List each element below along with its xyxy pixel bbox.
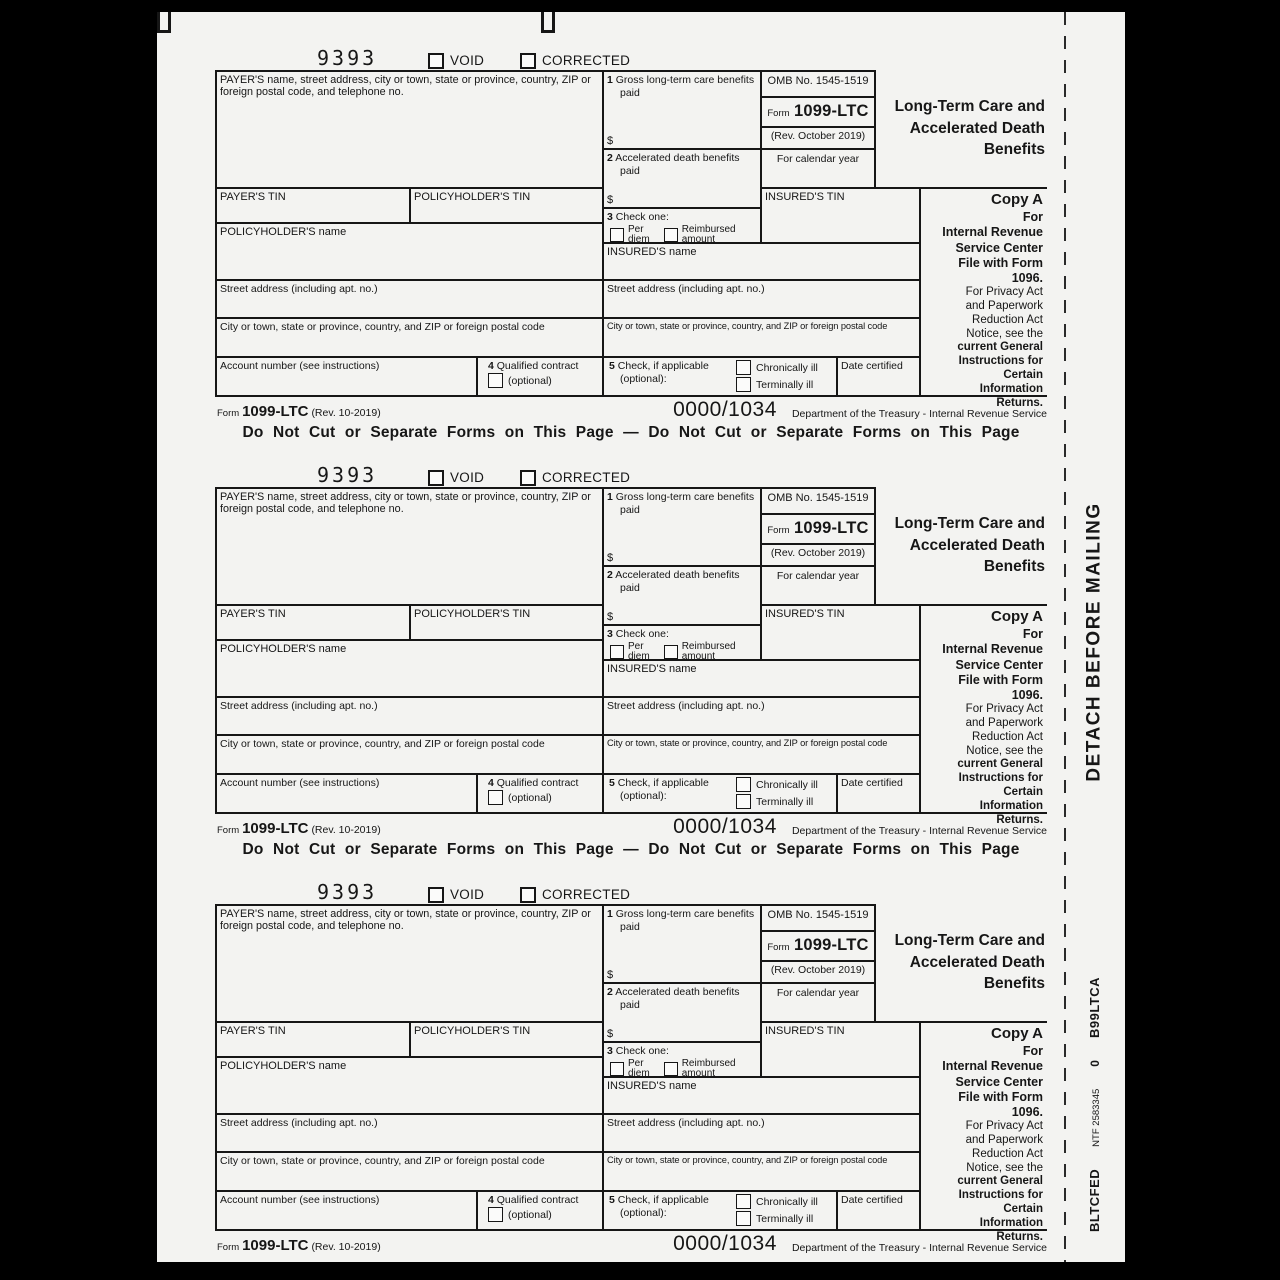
page-code: 0000/1034 bbox=[673, 398, 777, 421]
gross-benefits-field[interactable] bbox=[602, 487, 762, 567]
per-diem-label: Per diem bbox=[628, 1057, 650, 1079]
reimbursed-amount-label: Reimbursed amount bbox=[681, 223, 736, 245]
corrected-label: CORRECTED bbox=[542, 53, 631, 68]
dollar-sign: $ bbox=[607, 135, 614, 147]
policyholder-street-field[interactable] bbox=[215, 1113, 604, 1153]
form-number: 1099-LTC bbox=[793, 936, 869, 954]
insured-name-label: INSURED'S name bbox=[607, 1080, 697, 1092]
terminally-ill-checkbox[interactable] bbox=[736, 377, 751, 392]
form-title: Long-Term Care and Accelerated Death Benefits bbox=[894, 98, 1045, 159]
do-not-cut-notice: Do Not Cut or Separate Forms on This Page — Do Not Cut or Separate Forms on This Page bbox=[242, 841, 1020, 858]
detach-before-mailing-label: DETACH BEFORE MAILING bbox=[1084, 502, 1106, 782]
calendar-year-label: For calendar year bbox=[776, 570, 860, 582]
form-id-footer: Form 1099-LTC (Rev. 10-2019) bbox=[217, 820, 381, 837]
copy-a-label: Copy A bbox=[991, 608, 1043, 625]
date-certified-label: Date certified bbox=[841, 360, 903, 372]
city-label: City or town, state or province, country, and ZIP or foreign postal code bbox=[220, 738, 545, 750]
do-not-cut-notice: Do Not Cut or Separate Forms on This Page — Do Not Cut or Separate Forms on This Page bbox=[242, 424, 1020, 441]
payer-name-label: PAYER'S name, street address, city or town, state or province, country, ZIP or foreign postal code, and telephone no. bbox=[220, 74, 591, 99]
date-certified-label: Date certified bbox=[841, 1194, 903, 1206]
omb-number-label: OMB No. 1545-1519 bbox=[760, 904, 876, 932]
check-if-applicable-label: 5 Check, if applicable bbox=[609, 360, 709, 372]
form-grid bbox=[215, 487, 1047, 826]
qualified-contract-checkbox[interactable] bbox=[488, 1207, 503, 1222]
omb-number-label: OMB No. 1545-1519 bbox=[760, 487, 876, 515]
check-if-applicable-box bbox=[602, 773, 838, 814]
date-certified-label: Date certified bbox=[841, 777, 903, 789]
chronically-ill-label: Chronically ill bbox=[756, 361, 818, 374]
account-number-field[interactable] bbox=[215, 773, 478, 814]
check-if-applicable-optional-label: (optional): bbox=[620, 1207, 667, 1219]
per-diem-label: Per diem bbox=[628, 223, 650, 245]
check-one-box bbox=[602, 624, 762, 661]
void-label: VOID bbox=[450, 53, 485, 68]
terminally-ill-checkbox[interactable] bbox=[736, 794, 751, 809]
copy-a-label: Copy A bbox=[991, 1025, 1043, 1042]
check-one-label: 3 Check one: bbox=[607, 211, 669, 223]
payer-tin-label: PAYER'S TIN bbox=[220, 1025, 286, 1037]
policyholder-tin-field[interactable] bbox=[409, 187, 604, 224]
terminally-ill-label: Terminally ill bbox=[756, 795, 814, 808]
payer-tin-field[interactable] bbox=[215, 604, 411, 641]
form-sheet-page bbox=[157, 12, 1125, 1262]
check-one-box bbox=[602, 1041, 762, 1078]
per-diem-checkbox[interactable] bbox=[610, 645, 624, 659]
registration-mark-left bbox=[157, 12, 171, 33]
registration-mark-center bbox=[541, 12, 555, 33]
insured-city-field[interactable] bbox=[602, 1151, 921, 1192]
street-label: Street address (including apt. no.) bbox=[607, 700, 765, 712]
policyholder-name-field[interactable] bbox=[215, 222, 604, 281]
qualified-contract-label: 4 Qualified contract bbox=[488, 1194, 579, 1206]
qualified-contract-box bbox=[476, 356, 604, 397]
accelerated-death-benefits-field[interactable] bbox=[602, 148, 762, 209]
file-with-1096-label: File with Form 1096. bbox=[958, 1089, 1043, 1119]
payer-name-label: PAYER'S name, street address, city or town, state or province, country, ZIP or foreign postal code, and telephone no. bbox=[220, 908, 591, 933]
terminally-ill-label: Terminally ill bbox=[756, 1212, 814, 1225]
policyholder-tin-field[interactable] bbox=[409, 604, 604, 641]
reimbursed-amount-label: Reimbursed amount bbox=[681, 1057, 736, 1079]
city-label: City or town, state or province, country, and ZIP or foreign postal code bbox=[607, 321, 888, 331]
qualified-contract-checkbox[interactable] bbox=[488, 790, 503, 805]
void-checkbox[interactable] bbox=[428, 470, 444, 486]
calendar-year-label: For calendar year bbox=[776, 153, 860, 165]
side-codes-strip bbox=[1065, 972, 1125, 1237]
calendar-year-label: For calendar year bbox=[776, 987, 860, 999]
date-certified-field[interactable] bbox=[836, 356, 921, 397]
per-diem-checkbox[interactable] bbox=[610, 228, 624, 242]
check-one-label: 3 Check one: bbox=[607, 628, 669, 640]
account-number-field[interactable] bbox=[215, 356, 478, 397]
check-if-applicable-optional-label: (optional): bbox=[620, 373, 667, 385]
qualified-contract-box bbox=[476, 773, 604, 814]
copy-a-panel: Copy A For Internal Revenue Service Center File with Form 1096. For Privacy Act and Paperwork Reduction Act Notice, see the current General Instructions for Certain Information Returns. bbox=[919, 604, 1047, 814]
check-if-applicable-label: 5 Check, if applicable bbox=[609, 1194, 709, 1206]
form-footer bbox=[215, 1234, 1047, 1256]
gross-benefits-field[interactable] bbox=[602, 70, 762, 150]
corrected-label: CORRECTED bbox=[542, 470, 631, 485]
reimbursed-amount-label: Reimbursed amount bbox=[681, 640, 736, 662]
detach-strip bbox=[1065, 492, 1125, 792]
date-certified-field[interactable] bbox=[836, 773, 921, 814]
revision-label: (Rev. October 2019) bbox=[760, 543, 876, 567]
qualified-contract-optional-label: (optional) bbox=[508, 1208, 552, 1221]
product-code: B99LTCA bbox=[1087, 976, 1103, 1039]
dollar-sign: $ bbox=[607, 1028, 614, 1040]
payer-name-field[interactable] bbox=[215, 70, 604, 189]
insured-tin-label: INSURED'S TIN bbox=[765, 191, 845, 203]
print-code: 9393 bbox=[317, 463, 378, 487]
insured-name-field[interactable] bbox=[602, 1076, 921, 1115]
account-number-label: Account number (see instructions) bbox=[220, 360, 380, 372]
form-title: Long-Term Care and Accelerated Death Benefits bbox=[894, 932, 1045, 993]
dollar-sign: $ bbox=[607, 194, 614, 206]
form-1099ltc-block-2 bbox=[215, 465, 1047, 865]
city-label: City or town, state or province, country, and ZIP or foreign postal code bbox=[607, 738, 888, 748]
insured-name-field[interactable] bbox=[602, 659, 921, 698]
policyholder-street-field[interactable] bbox=[215, 279, 604, 319]
insured-tin-field[interactable] bbox=[760, 187, 921, 244]
corrected-checkbox[interactable] bbox=[520, 470, 536, 486]
treasury-label: Department of the Treasury - Internal Revenue Service bbox=[791, 408, 1047, 420]
chronically-ill-label: Chronically ill bbox=[756, 1195, 818, 1208]
gross-benefits-label: 1 Gross long-term care benefits paid bbox=[607, 491, 755, 516]
file-with-1096-label: File with Form 1096. bbox=[958, 255, 1043, 285]
insured-city-field[interactable] bbox=[602, 734, 921, 775]
insured-tin-field[interactable] bbox=[760, 1021, 921, 1078]
street-label: Street address (including apt. no.) bbox=[220, 1117, 378, 1129]
reimbursed-amount-checkbox[interactable] bbox=[664, 228, 678, 242]
check-one-box bbox=[602, 207, 762, 244]
print-code: 9393 bbox=[317, 46, 378, 70]
qualified-contract-label: 4 Qualified contract bbox=[488, 360, 579, 372]
ntf-code: NTF 2583345 bbox=[1091, 1088, 1103, 1147]
form-header-row bbox=[215, 48, 1047, 70]
policyholder-tin-field[interactable] bbox=[409, 1021, 604, 1058]
policyholder-street-field[interactable] bbox=[215, 696, 604, 736]
page-code: 0000/1034 bbox=[673, 1232, 777, 1255]
corrected-label: CORRECTED bbox=[542, 887, 631, 902]
form-word: Form bbox=[767, 525, 790, 536]
qualified-contract-optional-label: (optional) bbox=[508, 791, 552, 804]
form-grid bbox=[215, 904, 1047, 1243]
insured-name-label: INSURED'S name bbox=[607, 246, 697, 258]
account-number-field[interactable] bbox=[215, 1190, 478, 1231]
insured-tin-field[interactable] bbox=[760, 604, 921, 661]
void-checkbox[interactable] bbox=[428, 887, 444, 903]
policyholder-city-field[interactable] bbox=[215, 317, 604, 358]
city-label: City or town, state or province, country, and ZIP or foreign postal code bbox=[607, 1155, 888, 1165]
street-label: Street address (including apt. no.) bbox=[220, 700, 378, 712]
policyholder-city-field[interactable] bbox=[215, 734, 604, 775]
form-title: Long-Term Care and Accelerated Death Benefits bbox=[894, 515, 1045, 576]
form-footer bbox=[215, 817, 1047, 839]
void-checkbox[interactable] bbox=[428, 53, 444, 69]
form-grid bbox=[215, 70, 1047, 409]
payer-name-field[interactable] bbox=[215, 904, 604, 1023]
form-word: Form bbox=[767, 108, 790, 119]
accelerated-death-benefits-field[interactable] bbox=[602, 982, 762, 1043]
reimbursed-amount-checkbox[interactable] bbox=[664, 1062, 678, 1076]
gross-benefits-label: 1 Gross long-term care benefits paid bbox=[607, 908, 755, 933]
void-label: VOID bbox=[450, 470, 485, 485]
form-id-footer: Form 1099-LTC (Rev. 10-2019) bbox=[217, 1237, 381, 1254]
policyholder-city-field[interactable] bbox=[215, 1151, 604, 1192]
payer-tin-label: PAYER'S TIN bbox=[220, 191, 286, 203]
dollar-sign: $ bbox=[607, 552, 614, 564]
reimbursed-amount-checkbox[interactable] bbox=[664, 645, 678, 659]
payer-tin-label: PAYER'S TIN bbox=[220, 608, 286, 620]
corrected-checkbox[interactable] bbox=[520, 53, 536, 69]
form-1099ltc-block-3 bbox=[215, 882, 1047, 1280]
insured-name-field[interactable] bbox=[602, 242, 921, 281]
gross-benefits-field[interactable] bbox=[602, 904, 762, 984]
insured-tin-label: INSURED'S TIN bbox=[765, 1025, 845, 1037]
form-header-row bbox=[215, 465, 1047, 487]
payer-tin-field[interactable] bbox=[215, 1021, 411, 1058]
copy-a-panel: Copy A For Internal Revenue Service Center File with Form 1096. For Privacy Act and Paperwork Reduction Act Notice, see the current General Instructions for Certain Information Returns. bbox=[919, 187, 1047, 397]
insured-street-field[interactable] bbox=[602, 696, 921, 736]
accelerated-death-benefits-field[interactable] bbox=[602, 565, 762, 626]
insured-street-field[interactable] bbox=[602, 279, 921, 319]
accelerated-death-benefits-label: 2 Accelerated death benefits paid bbox=[607, 152, 740, 177]
street-label: Street address (including apt. no.) bbox=[607, 1117, 765, 1129]
corrected-checkbox[interactable] bbox=[520, 887, 536, 903]
qualified-contract-box bbox=[476, 1190, 604, 1231]
form-1099ltc-block-1 bbox=[215, 48, 1047, 448]
policyholder-name-field[interactable] bbox=[215, 1056, 604, 1115]
omb-number-label: OMB No. 1545-1519 bbox=[760, 70, 876, 98]
account-number-label: Account number (see instructions) bbox=[220, 1194, 380, 1206]
city-label: City or town, state or province, country, and ZIP or foreign postal code bbox=[220, 321, 545, 333]
terminally-ill-checkbox[interactable] bbox=[736, 1211, 751, 1226]
policyholder-name-label: POLICYHOLDER'S name bbox=[220, 643, 347, 655]
street-label: Street address (including apt. no.) bbox=[220, 283, 378, 295]
chronically-ill-checkbox[interactable] bbox=[736, 1194, 751, 1209]
qualified-contract-checkbox[interactable] bbox=[488, 373, 503, 388]
chronically-ill-checkbox[interactable] bbox=[736, 777, 751, 792]
dollar-sign: $ bbox=[607, 611, 614, 623]
form-footer bbox=[215, 400, 1047, 422]
check-if-applicable-label: 5 Check, if applicable bbox=[609, 777, 709, 789]
treasury-label: Department of the Treasury - Internal Revenue Service bbox=[791, 825, 1047, 837]
account-number-label: Account number (see instructions) bbox=[220, 777, 380, 789]
gross-benefits-label: 1 Gross long-term care benefits paid bbox=[607, 74, 755, 99]
terminally-ill-label: Terminally ill bbox=[756, 378, 814, 391]
policyholder-tin-label: POLICYHOLDER'S TIN bbox=[414, 191, 531, 203]
file-with-1096-label: File with Form 1096. bbox=[958, 672, 1043, 702]
street-label: Street address (including apt. no.) bbox=[607, 283, 765, 295]
policyholder-tin-label: POLICYHOLDER'S TIN bbox=[414, 1025, 531, 1037]
form-number: 1099-LTC bbox=[793, 102, 869, 120]
per-diem-checkbox[interactable] bbox=[610, 1062, 624, 1076]
insured-tin-label: INSURED'S TIN bbox=[765, 608, 845, 620]
void-label: VOID bbox=[450, 887, 485, 902]
accelerated-death-benefits-label: 2 Accelerated death benefits paid bbox=[607, 986, 740, 1011]
per-diem-label: Per diem bbox=[628, 640, 650, 662]
check-one-label: 3 Check one: bbox=[607, 1045, 669, 1057]
dollar-sign: $ bbox=[607, 969, 614, 981]
policyholder-name-field[interactable] bbox=[215, 639, 604, 698]
copy-a-panel: Copy A For Internal Revenue Service Center File with Form 1096. For Privacy Act and Paperwork Reduction Act Notice, see the current General Instructions for Certain Information Returns. bbox=[919, 1021, 1047, 1231]
policyholder-name-label: POLICYHOLDER'S name bbox=[220, 226, 347, 238]
qualified-contract-label: 4 Qualified contract bbox=[488, 777, 579, 789]
zero-code: 0 bbox=[1088, 1060, 1103, 1067]
accelerated-death-benefits-label: 2 Accelerated death benefits paid bbox=[607, 569, 740, 594]
revision-label: (Rev. October 2019) bbox=[760, 126, 876, 150]
chronically-ill-label: Chronically ill bbox=[756, 778, 818, 791]
revision-label: (Rev. October 2019) bbox=[760, 960, 876, 984]
form-number: 1099-LTC bbox=[793, 519, 869, 537]
print-code: 9393 bbox=[317, 880, 378, 904]
form-id-footer: Form 1099-LTC (Rev. 10-2019) bbox=[217, 403, 381, 420]
payer-name-field[interactable] bbox=[215, 487, 604, 606]
printer-code: BLTCFED bbox=[1087, 1168, 1103, 1233]
insured-name-label: INSURED'S name bbox=[607, 663, 697, 675]
insured-city-field[interactable] bbox=[602, 317, 921, 358]
policyholder-name-label: POLICYHOLDER'S name bbox=[220, 1060, 347, 1072]
copy-a-label: Copy A bbox=[991, 191, 1043, 208]
treasury-label: Department of the Treasury - Internal Revenue Service bbox=[791, 1242, 1047, 1254]
insured-street-field[interactable] bbox=[602, 1113, 921, 1153]
payer-tin-field[interactable] bbox=[215, 187, 411, 224]
check-if-applicable-box bbox=[602, 1190, 838, 1231]
check-if-applicable-optional-label: (optional): bbox=[620, 790, 667, 802]
payer-name-label: PAYER'S name, street address, city or town, state or province, country, ZIP or foreign postal code, and telephone no. bbox=[220, 491, 591, 516]
policyholder-tin-label: POLICYHOLDER'S TIN bbox=[414, 608, 531, 620]
check-if-applicable-box bbox=[602, 356, 838, 397]
chronically-ill-checkbox[interactable] bbox=[736, 360, 751, 375]
date-certified-field[interactable] bbox=[836, 1190, 921, 1231]
qualified-contract-optional-label: (optional) bbox=[508, 374, 552, 387]
city-label: City or town, state or province, country, and ZIP or foreign postal code bbox=[220, 1155, 545, 1167]
page-code: 0000/1034 bbox=[673, 815, 777, 838]
form-word: Form bbox=[767, 942, 790, 953]
form-header-row bbox=[215, 882, 1047, 904]
